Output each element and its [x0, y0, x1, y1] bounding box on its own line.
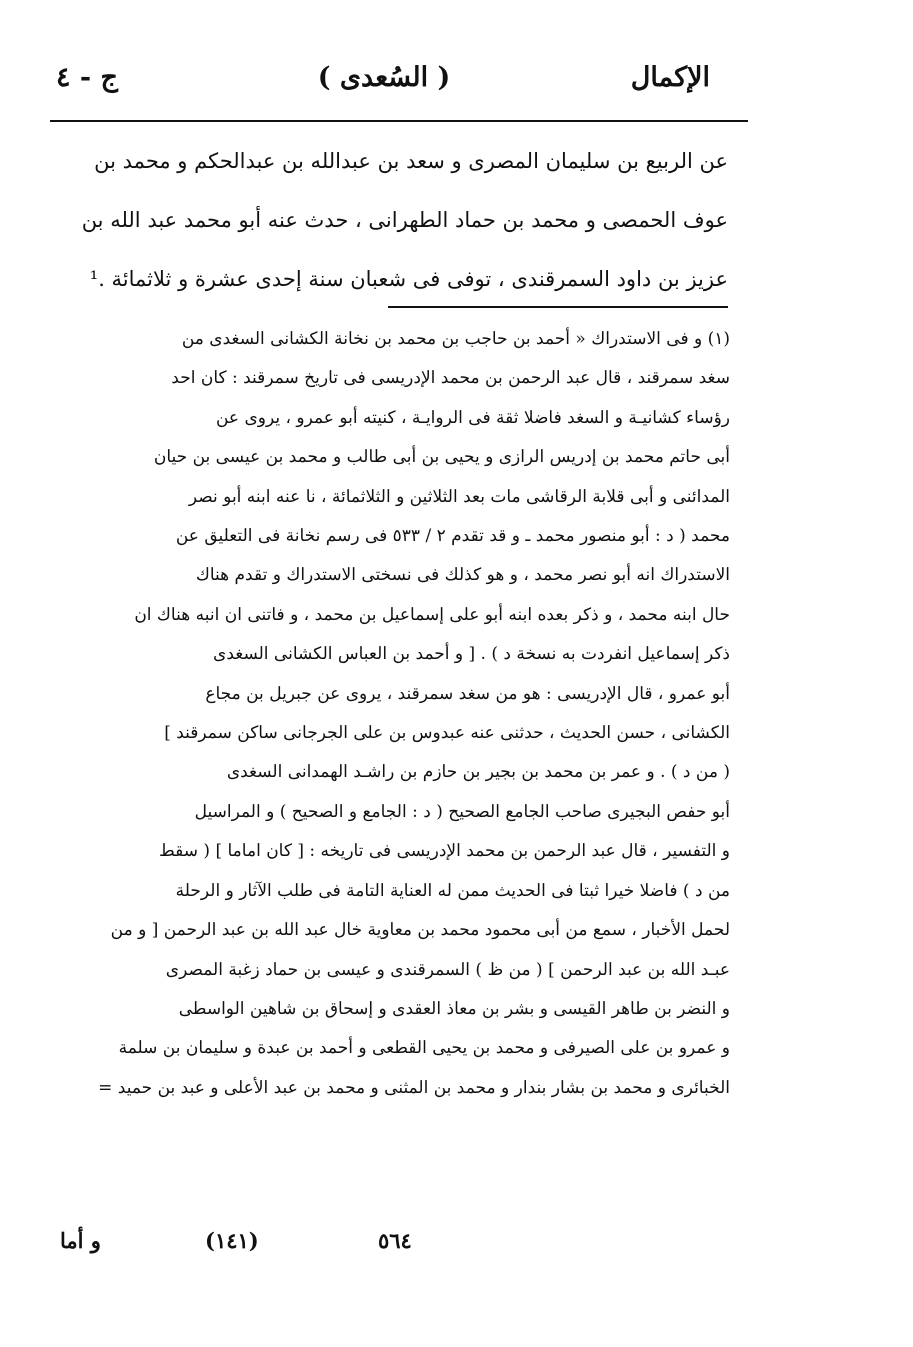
- footnote-line: رؤساء كشانيـة و السغد فاضلا ثقة فى الروايـة ، كنيته أبو عمرو ، يروى عن: [215, 407, 730, 428]
- footnote-line: و التفسير ، قال عبد الرحمن بن محمد الإدريسى فى تاريخه : [ كان اماما ] ( سقط: [159, 841, 730, 862]
- footnote-line: ( من د ) . و عمر بن محمد بن بجير بن حازم بن راشـد الهمدانى السغدى: [226, 762, 730, 783]
- page-footer: [60, 1228, 730, 1268]
- running-header: [50, 62, 718, 110]
- footnote-line: الخبائرى و محمد بن بشار بندار و محمد بن المثنى و محمد بن عبد الأعلى و عبد بن حميد =: [98, 1077, 730, 1098]
- header-book-title: الإكمال: [630, 62, 710, 93]
- footnote-line: عبـد الله بن عبد الرحمن ] ( من ظ ) السمرقندى و عيسى بن حماد زغبة المصرى: [165, 959, 730, 980]
- page-number: ٥٦٤: [378, 1228, 412, 1253]
- footnote-line: أبو عمرو ، قال الإدريسى : هو من سغد سمرقند ، يروى عن جبريل بن مجاع: [205, 683, 730, 704]
- footnotes: [62, 320, 730, 1108]
- header-entry-title: ( السُعدى ): [317, 62, 451, 93]
- footnote-line: حال ابنه محمد ، و ذكر بعده ابنه أبو على إسماعيل بن محمد ، و فاتنى ان انبه هناك ان: [134, 604, 730, 625]
- footnote-line: سغد سمرقند ، قال عبد الرحمن بن محمد الإدريسى فى تاريخ سمرقند : كان احد: [171, 368, 730, 389]
- main-line: عزيز بن داود السمرقندى ، توفى فى شعبان سنة إحدى عشرة و ثلاثمائة .¹: [89, 267, 728, 291]
- footnote-line: و عمرو بن على الصيرفى و محمد بن يحيى القطعى و أحمد بن عبدة و سليمان بن سلمة: [118, 1038, 730, 1059]
- footnote-line: لحمل الأخبار ، سمع من أبى محمود محمد بن معاوية خال عبد الله بن عبد الرحمن [ و من: [110, 920, 730, 941]
- footnote-line: (١) و فى الاستدراك « أحمد بن حاجب بن محمد بن نخانة الكشانى السغدى من: [181, 329, 730, 349]
- footnote-line: الكشانى ، حسن الحديث ، حدثنى عنه عبدوس بن على الجرجانى ساكن سمرقند ]: [164, 723, 730, 744]
- footnote-line: و النضر بن طاهر القيسى و بشر بن معاذ العقدى و إسحاق بن شاهين الواسطى: [178, 998, 730, 1019]
- main-line: عوف الحمصى و محمد بن حماد الطهرانى ، حدث عنه أبو محمد عبد الله بن: [81, 208, 728, 232]
- main-line: عن الربيع بن سليمان المصرى و سعد بن عبدالله بن عبدالحكم و محمد بن: [94, 149, 728, 173]
- footnote-line: أبى حاتم محمد بن إدريس الرازى و يحيى بن أبى طالب و محمد بن عيسى بن حيان: [153, 447, 730, 468]
- signature-mark: (١٤١): [205, 1228, 259, 1253]
- main-text: [64, 132, 728, 309]
- footnote-line: الاستدراك انه أبو نصر محمد ، و هو كذلك فى نسختى الاستدراك و تقدم هناك: [195, 565, 730, 586]
- catchword: و أما: [60, 1228, 101, 1253]
- header-volume: ج - ٤: [56, 62, 118, 93]
- footnote-line: محمد ( د : أبو منصور محمد ـ و قد تقدم ٢ / ٥٣٣ فى رسم نخانة فى التعليق عن: [175, 526, 730, 547]
- footnote-line: ذكر إسماعيل انفردت به نسخة د ) . [ و أحمد بن العباس الكشانى السغدى: [213, 644, 730, 665]
- header-rule: [50, 120, 748, 122]
- footnote-line: المدائنى و أبى قلابة الرقاشى مات بعد الثلاثين و الثلاثمائة ، نا عنه ابنه أبو نصر: [188, 486, 730, 507]
- footnote-line: أبو حفص البجيرى صاحب الجامع الصحيح ( د : الجامع و الصحيح ) و المراسيل: [194, 801, 730, 822]
- footnote-line: من د ) فاضلا خيرا ثبتا فى الحديث ممن له العناية التامة فى طلب الآثار و الرحلة: [175, 880, 730, 901]
- footnote-rule: [388, 306, 728, 308]
